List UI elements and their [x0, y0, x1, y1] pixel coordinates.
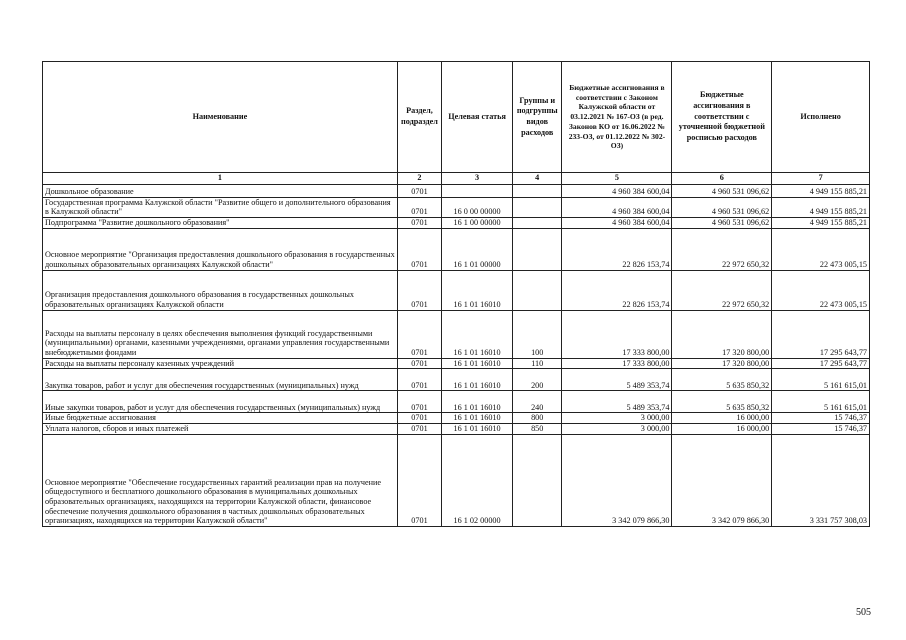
column-number: 7: [772, 173, 870, 185]
row-section: 0701: [397, 270, 441, 310]
row-law-amount: 4 960 384 600,04: [562, 218, 672, 229]
table-row: [43, 228, 870, 270]
column-number-row: [43, 173, 870, 185]
row-refined-amount: 4 960 531 096,62: [672, 197, 772, 217]
table-row: [43, 424, 870, 435]
row-law-amount: 17 333 800,00: [562, 358, 672, 369]
row-group: [513, 184, 562, 197]
row-executed-amount: 15 746,37: [772, 413, 870, 424]
table-row: [43, 184, 870, 197]
row-name: Иные бюджетные ассигнования: [43, 413, 398, 424]
row-refined-amount: 5 635 850,32: [672, 391, 772, 413]
table-row: [43, 197, 870, 217]
row-refined-amount: 16 000,00: [672, 413, 772, 424]
row-target: 16 0 00 00000: [442, 197, 513, 217]
row-target: 16 1 01 16010: [442, 310, 513, 358]
row-group: 200: [513, 369, 562, 391]
header-refined-allocations: Бюджетные ассигнования в соответствии с уточненной бюджетной росписью расходов: [672, 62, 772, 173]
table-row: [43, 218, 870, 229]
row-group: 850: [513, 424, 562, 435]
header-row: [43, 62, 870, 173]
row-target: 16 1 02 00000: [442, 435, 513, 527]
row-name: Уплата налогов, сборов и иных платежей: [43, 424, 398, 435]
row-section: 0701: [397, 197, 441, 217]
row-executed-amount: 17 295 643,77: [772, 358, 870, 369]
header-name: Наименование: [43, 62, 398, 173]
column-number: 3: [442, 173, 513, 185]
header-executed: Исполнено: [772, 62, 870, 173]
row-group: 100: [513, 310, 562, 358]
row-target: 16 1 01 16010: [442, 413, 513, 424]
column-number: 6: [672, 173, 772, 185]
table-row: [43, 391, 870, 413]
column-number: 5: [562, 173, 672, 185]
row-name: Расходы на выплаты персоналу казенных учреждений: [43, 358, 398, 369]
row-refined-amount: 22 972 650,32: [672, 270, 772, 310]
row-refined-amount: 16 000,00: [672, 424, 772, 435]
row-refined-amount: 5 635 850,32: [672, 369, 772, 391]
row-target: 16 1 01 16010: [442, 358, 513, 369]
row-law-amount: 4 960 384 600,04: [562, 184, 672, 197]
row-group: 110: [513, 358, 562, 369]
row-name: Иные закупки товаров, работ и услуг для обеспечения государственных (муниципальных) нужд: [43, 391, 398, 413]
page-number: 505: [856, 607, 871, 618]
row-section: 0701: [397, 218, 441, 229]
row-executed-amount: 15 746,37: [772, 424, 870, 435]
row-section: 0701: [397, 184, 441, 197]
row-group: [513, 435, 562, 527]
row-section: 0701: [397, 228, 441, 270]
table-row: [43, 270, 870, 310]
row-group: [513, 197, 562, 217]
row-group: [513, 218, 562, 229]
row-executed-amount: 22 473 005,15: [772, 228, 870, 270]
row-executed-amount: 17 295 643,77: [772, 310, 870, 358]
header-target: Целевая статья: [442, 62, 513, 173]
row-law-amount: 3 342 079 866,30: [562, 435, 672, 527]
row-name: Подпрограмма "Развитие дошкольного образования": [43, 218, 398, 229]
row-target: 16 1 01 16010: [442, 369, 513, 391]
row-law-amount: 3 000,00: [562, 413, 672, 424]
row-section: 0701: [397, 369, 441, 391]
row-executed-amount: 5 161 615,01: [772, 391, 870, 413]
table-row: [43, 358, 870, 369]
row-law-amount: 5 489 353,74: [562, 369, 672, 391]
row-target: 16 1 01 16010: [442, 424, 513, 435]
row-refined-amount: 17 320 800,00: [672, 358, 772, 369]
row-section: 0701: [397, 310, 441, 358]
row-group: 240: [513, 391, 562, 413]
row-target: 16 1 01 16010: [442, 270, 513, 310]
row-name: Закупка товаров, работ и услуг для обеспечения государственных (муниципальных) нужд: [43, 369, 398, 391]
row-law-amount: 22 826 153,74: [562, 228, 672, 270]
row-executed-amount: 4 949 155 885,21: [772, 197, 870, 217]
row-refined-amount: 22 972 650,32: [672, 228, 772, 270]
row-law-amount: 17 333 800,00: [562, 310, 672, 358]
table-row: [43, 369, 870, 391]
table-row: [43, 310, 870, 358]
row-refined-amount: 3 342 079 866,30: [672, 435, 772, 527]
row-section: 0701: [397, 435, 441, 527]
row-law-amount: 22 826 153,74: [562, 270, 672, 310]
column-number: 1: [43, 173, 398, 185]
row-target: [442, 184, 513, 197]
row-target: 16 1 00 00000: [442, 218, 513, 229]
row-group: [513, 228, 562, 270]
row-executed-amount: 22 473 005,15: [772, 270, 870, 310]
row-executed-amount: 5 161 615,01: [772, 369, 870, 391]
row-name: Государственная программа Калужской области "Развитие общего и дополнительного образования в Калужской области": [43, 197, 398, 217]
row-refined-amount: 17 320 800,00: [672, 310, 772, 358]
row-name: Расходы на выплаты персоналу в целях обеспечения выполнения функций государственными (муниципальными) органами, казенными учреждениями, органами управления государственными внебюджетными фондами: [43, 310, 398, 358]
row-section: 0701: [397, 358, 441, 369]
row-refined-amount: 4 960 531 096,62: [672, 184, 772, 197]
header-groups: Группы и подгруппы видов расходов: [513, 62, 562, 173]
column-number: 2: [397, 173, 441, 185]
row-law-amount: 3 000,00: [562, 424, 672, 435]
budget-table: [42, 61, 870, 527]
row-name: Организация предоставления дошкольного образования в государственных дошкольных образовательных организациях Калужской области: [43, 270, 398, 310]
header-law-allocations: Бюджетные ассигнования в соответствии с Законом Калужской области от 03.12.2021 № 167-ОЗ (в ред. Законов КО от 16.06.2022 № 233-ОЗ, от 01.12.2022 № 302-ОЗ): [562, 62, 672, 173]
row-name: Основное мероприятие "Обеспечение государственных гарантий реализации прав на получение общедоступного и бесплатного дошкольного образования в муниципальных дошкольных образовательных организациях, находящихся на территории Калужской области, финансовое обеспечение получения дошкольного образования в частных дошкольных образовательных организациях, находящихся на территории Калужской области": [43, 435, 398, 527]
row-target: 16 1 01 16010: [442, 391, 513, 413]
table-body: [43, 184, 870, 526]
header-section: Раздел, подраздел: [397, 62, 441, 173]
table-row: [43, 435, 870, 527]
row-section: 0701: [397, 391, 441, 413]
row-name: Дошкольное образование: [43, 184, 398, 197]
table-row: [43, 413, 870, 424]
row-executed-amount: 4 949 155 885,21: [772, 184, 870, 197]
row-refined-amount: 4 960 531 096,62: [672, 218, 772, 229]
row-name: Основное мероприятие "Организация предоставления дошкольного образования в государственных дошкольных образовательных организациях Калужской области": [43, 228, 398, 270]
row-group: 800: [513, 413, 562, 424]
row-section: 0701: [397, 424, 441, 435]
row-group: [513, 270, 562, 310]
row-target: 16 1 01 00000: [442, 228, 513, 270]
row-executed-amount: 4 949 155 885,21: [772, 218, 870, 229]
row-section: 0701: [397, 413, 441, 424]
column-number: 4: [513, 173, 562, 185]
row-law-amount: 4 960 384 600,04: [562, 197, 672, 217]
row-law-amount: 5 489 353,74: [562, 391, 672, 413]
row-executed-amount: 3 331 757 308,03: [772, 435, 870, 527]
